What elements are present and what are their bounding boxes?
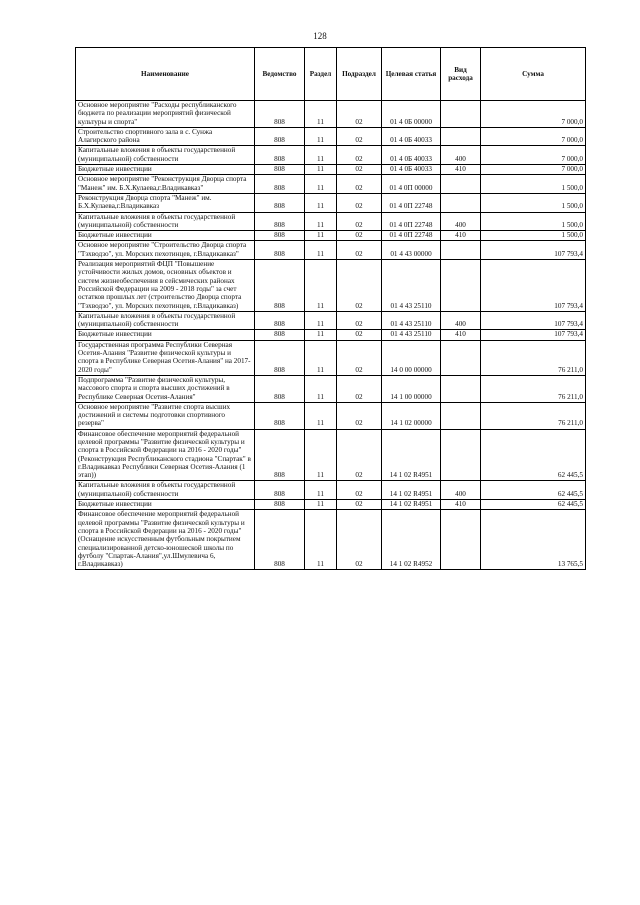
cell-target: 01 4 43 25110 [382,260,441,312]
cell-exp-type [441,193,481,212]
cell-exp-type [441,260,481,312]
cell-section: 11 [305,510,337,570]
cell-amount: 1 500,0 [481,212,586,231]
cell-exp-type: 410 [441,330,481,340]
table-row [76,375,586,402]
cell-target: 01 4 43 25110 [382,311,441,330]
cell-subsection: 02 [337,165,382,175]
cell-subsection: 02 [337,429,382,481]
cell-subsection: 02 [337,402,382,429]
cell-amount: 76 211,0 [481,340,586,375]
cell-subsection: 02 [337,510,382,570]
cell-subsection: 02 [337,330,382,340]
cell-exp-type: 400 [441,311,481,330]
cell-exp-type: 410 [441,500,481,510]
cell-dept: 808 [255,165,305,175]
table-row [76,165,586,175]
cell-amount: 7 000,0 [481,101,586,128]
cell-name: Капитальные вложения в объекты государственной (муниципальной) собственности [76,212,255,231]
cell-amount: 7 000,0 [481,127,586,146]
cell-name: Финансовое обеспечение мероприятий федеральной целевой программы "Развитие физической культуры и спорта в Российской Федерации на 2016 - 2020 годы" (Реконструкция Республиканского стадиона "Спартак" в г.Владикавказ Республики Северная Осетия-Алания (1 этап)) [76,429,255,481]
cell-target: 01 4 43 25110 [382,330,441,340]
cell-exp-type: 400 [441,146,481,165]
header-subsection: Подраздел [337,48,382,101]
cell-amount: 76 211,0 [481,402,586,429]
cell-name: Основное мероприятие "Строительство Дворца спорта "Тэхводзо", ул. Морских пехотинцев, г.Владикавказ" [76,241,255,260]
page-number: 128 [313,31,327,41]
cell-section: 11 [305,231,337,241]
header-exp-type: Вид расхода [441,48,481,101]
header-amount: Сумма [481,48,586,101]
cell-target: 01 4 0Б 40033 [382,127,441,146]
cell-subsection: 02 [337,241,382,260]
cell-section: 11 [305,330,337,340]
table-row [76,340,586,375]
cell-amount: 7 000,0 [481,165,586,175]
cell-section: 11 [305,193,337,212]
cell-section: 11 [305,260,337,312]
cell-subsection: 02 [337,231,382,241]
cell-subsection: 02 [337,146,382,165]
table-row [76,330,586,340]
cell-dept: 808 [255,231,305,241]
cell-section: 11 [305,429,337,481]
cell-section: 11 [305,340,337,375]
cell-dept: 808 [255,330,305,340]
cell-subsection: 02 [337,193,382,212]
cell-dept: 808 [255,241,305,260]
cell-dept: 808 [255,375,305,402]
table-row [76,500,586,510]
cell-dept: 808 [255,340,305,375]
cell-dept: 808 [255,193,305,212]
cell-exp-type [441,127,481,146]
cell-name: Подпрограмма "Развитие физической культуры, массового спорта и спорта высших достижений в Республике Северная Осетия-Алания" [76,375,255,402]
table-row [76,311,586,330]
table-row [76,260,586,312]
table-row [76,175,586,194]
cell-name: Бюджетные инвестиции [76,330,255,340]
cell-exp-type [441,429,481,481]
table-row [76,481,586,500]
cell-amount: 1 500,0 [481,231,586,241]
cell-amount: 107 793,4 [481,241,586,260]
cell-exp-type [441,402,481,429]
header-target: Целевая статья [382,48,441,101]
cell-dept: 808 [255,311,305,330]
cell-target: 14 1 02 00000 [382,402,441,429]
cell-exp-type [441,241,481,260]
cell-dept: 808 [255,510,305,570]
cell-section: 11 [305,212,337,231]
cell-subsection: 02 [337,500,382,510]
cell-subsection: 02 [337,212,382,231]
cell-target: 01 4 0Б 40033 [382,165,441,175]
cell-exp-type [441,340,481,375]
cell-amount: 13 765,5 [481,510,586,570]
cell-name: Основное мероприятие "Развитие спорта высших достижений и системы подготовки спортивного резерва" [76,402,255,429]
cell-subsection: 02 [337,127,382,146]
table-row [76,193,586,212]
table-row [76,429,586,481]
cell-section: 11 [305,165,337,175]
cell-section: 11 [305,146,337,165]
cell-exp-type: 410 [441,231,481,241]
cell-exp-type [441,175,481,194]
cell-section: 11 [305,402,337,429]
cell-dept: 808 [255,500,305,510]
cell-section: 11 [305,481,337,500]
cell-target: 14 1 02 R4952 [382,510,441,570]
cell-name: Капитальные вложения в объекты государственной (муниципальной) собственности [76,311,255,330]
table-row [76,101,586,128]
cell-section: 11 [305,500,337,510]
cell-section: 11 [305,175,337,194]
cell-amount: 107 793,4 [481,311,586,330]
table-row [76,231,586,241]
cell-dept: 808 [255,481,305,500]
cell-amount: 62 445,5 [481,500,586,510]
cell-exp-type [441,101,481,128]
cell-name: Государственная программа Республики Северная Осетия-Алания "Развитие физической культуры и спорта в Республике Северная Осетия-Алания" на 2017-2020 годы" [76,340,255,375]
cell-section: 11 [305,311,337,330]
cell-section: 11 [305,101,337,128]
cell-target: 14 0 00 00000 [382,340,441,375]
cell-section: 11 [305,241,337,260]
cell-amount: 1 500,0 [481,193,586,212]
cell-subsection: 02 [337,375,382,402]
table-row [76,146,586,165]
cell-exp-type [441,510,481,570]
cell-exp-type: 400 [441,481,481,500]
cell-subsection: 02 [337,175,382,194]
cell-target: 14 1 00 00000 [382,375,441,402]
cell-exp-type: 400 [441,212,481,231]
cell-target: 14 1 02 R4951 [382,481,441,500]
cell-name: Капитальные вложения в объекты государственной (муниципальной) собственности [76,481,255,500]
header-section: Раздел [305,48,337,101]
cell-subsection: 02 [337,260,382,312]
cell-amount: 7 000,0 [481,146,586,165]
cell-target: 01 4 43 00000 [382,241,441,260]
header-row [76,48,586,101]
cell-amount: 76 211,0 [481,375,586,402]
cell-target: 01 4 0Б 40033 [382,146,441,165]
cell-amount: 1 500,0 [481,175,586,194]
cell-name: Реализация мероприятий ФЦП "Повышение устойчивости жилых домов, основных объектов и систем жизнеобеспечения в сейсмических районах Российской Федерации на 2009 - 2018 годы" за счет остатков прошлых лет (строительство Дворца спорта "Тэхводзо", ул. Морских пехотинцев, г.Владикавказ) [76,260,255,312]
cell-name: Реконструкция Дворца спорта "Манеж" им. Б.Х.Кулаева,г.Владикавказ [76,193,255,212]
cell-name: Бюджетные инвестиции [76,500,255,510]
cell-name: Бюджетные инвестиции [76,165,255,175]
cell-dept: 808 [255,127,305,146]
cell-target: 14 1 02 R4951 [382,429,441,481]
cell-dept: 808 [255,429,305,481]
cell-exp-type [441,375,481,402]
cell-subsection: 02 [337,101,382,128]
cell-section: 11 [305,127,337,146]
table-row [76,212,586,231]
cell-name: Финансовое обеспечение мероприятий федеральной целевой программы "Развитие физической культуры и спорта в Российской Федерации на 2016 - 2020 годы" (Оснащение искусственным футбольным покрытием специализированной детско-юношеской школы по футболу "Спартак-Алания",ул.Шмулевича 6, г.Владикавказ) [76,510,255,570]
table-row [76,241,586,260]
cell-amount: 62 445,5 [481,429,586,481]
table-row [76,127,586,146]
header-dept: Ведомство [255,48,305,101]
cell-target: 01 4 0П 22748 [382,212,441,231]
cell-exp-type: 410 [441,165,481,175]
cell-name: Строительство спортивного зала в с. Сунжа Алагирского района [76,127,255,146]
cell-dept: 808 [255,402,305,429]
cell-dept: 808 [255,101,305,128]
budget-table [75,47,586,570]
cell-name: Основное мероприятие "Реконструкция Дворца спорта "Манеж" им. Б.Х.Кулаева,г.Владикавказ" [76,175,255,194]
cell-subsection: 02 [337,311,382,330]
cell-dept: 808 [255,175,305,194]
cell-dept: 808 [255,146,305,165]
cell-amount: 62 445,5 [481,481,586,500]
cell-name: Капитальные вложения в объекты государственной (муниципальной) собственности [76,146,255,165]
cell-name: Основное мероприятие "Расходы республиканского бюджета по реализации мероприятий физической культуры и спорта" [76,101,255,128]
cell-dept: 808 [255,212,305,231]
table-row [76,510,586,570]
cell-target: 01 4 0П 22748 [382,193,441,212]
cell-section: 11 [305,375,337,402]
cell-name: Бюджетные инвестиции [76,231,255,241]
table-row [76,402,586,429]
cell-target: 01 4 0П 00000 [382,175,441,194]
cell-amount: 107 793,4 [481,260,586,312]
cell-subsection: 02 [337,481,382,500]
cell-target: 01 4 0П 22748 [382,231,441,241]
cell-target: 14 1 02 R4951 [382,500,441,510]
header-name: Наименование [76,48,255,101]
cell-amount: 107 793,4 [481,330,586,340]
cell-subsection: 02 [337,340,382,375]
cell-target: 01 4 0Б 00000 [382,101,441,128]
cell-dept: 808 [255,260,305,312]
